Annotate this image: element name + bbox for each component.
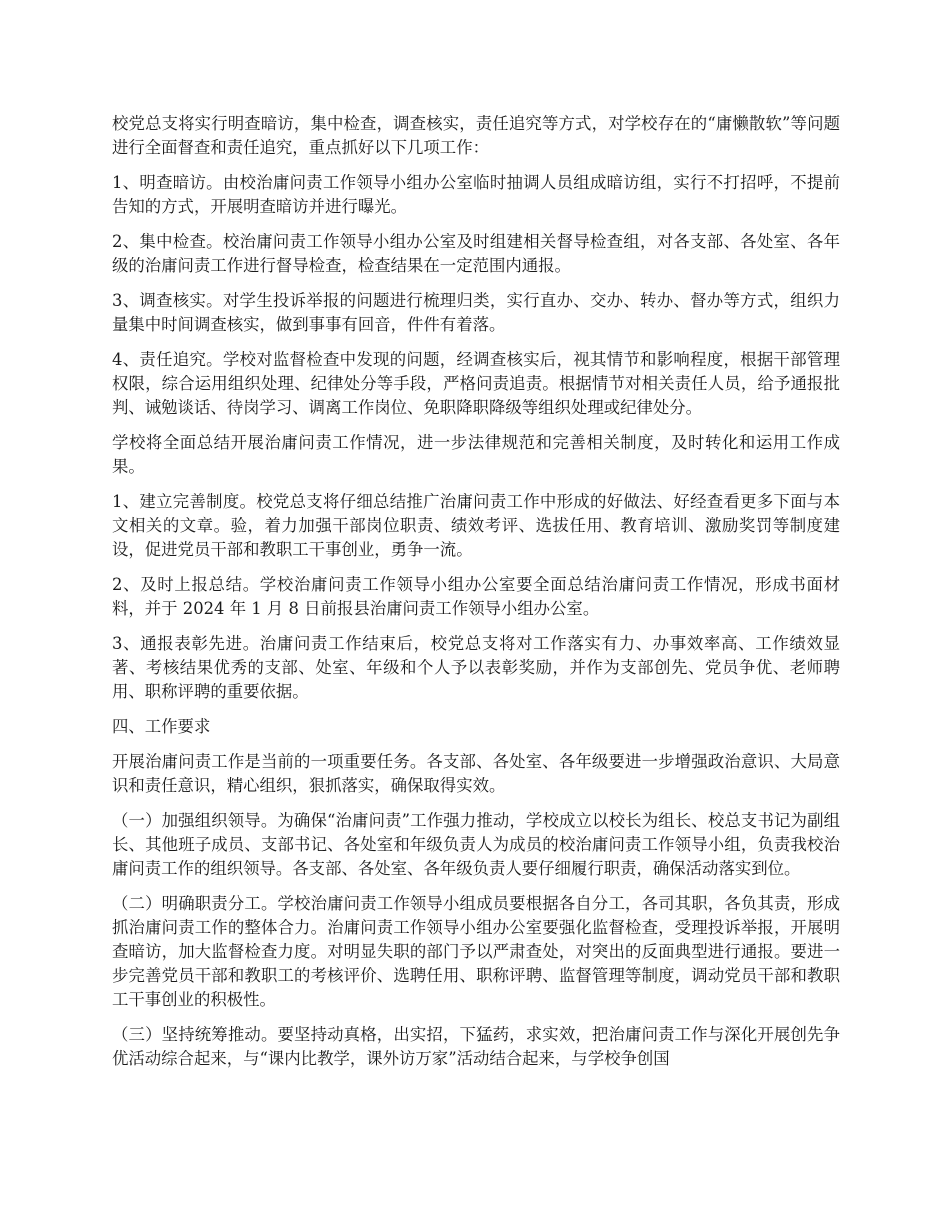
paragraph-intro: 校党总支将实行明查暗访，集中检查，调查核实，责任追究等方式，对学校存在的“庸懒散软”等问题进行全面督查和责任追究，重点抓好以下几项工作： [112, 114, 840, 157]
paragraph-item-report: 2、及时上报总结。学校治庸问责工作领导小组办公室要全面总结治庸问责工作情况，形成书面材料，并于 2024 年 1 月 8 日前报县治庸问责工作领导小组办公室。 [112, 575, 840, 618]
paragraph-requirement-leadership: （一）加强组织领导。为确保“治庸问责”工作强力推动，学校成立以校长为组长、校总支书记为副组长、其他班子成员、支部书记、各处室和年级负责人为成员的校治庸问责工作领导小组，负责我校治庸问责工作的组织领导。各支部、各处室、各年级负责人要仔细履行职责，确保活动落实到位。 [112, 811, 840, 878]
paragraph-requirement-coordination: （三）坚持统筹推动。要坚持动真格，出实招，下猛药，求实效，把治庸问责工作与深化开展创先争优活动综合起来，与“课内比教学，课外访万家”活动结合起来，与学校争创国 [112, 1025, 840, 1068]
section-heading-requirements: 四、工作要求 [112, 717, 211, 736]
paragraph-item-system: 1、建立完善制度。校党总支将仔细总结推广治庸问责工作中形成的好做法、好经查看更多下面与本文相关的文章。验，着力加强干部岗位职责、绩效考评、选拔任用、教育培训、激励奖罚等制度建设，促进党员干部和教职工干事创业，勇争一流。 [112, 492, 840, 559]
paragraph-requirements-intro: 开展治庸问责工作是当前的一项重要任务。各支部、各处室、各年级要进一步增强政治意识、大局意识和责任意识，精心组织，狠抓落实，确保取得实效。 [112, 752, 840, 795]
paragraph-requirement-duties: （二）明确职责分工。学校治庸问责工作领导小组成员要根据各自分工，各司其职，各负其责，形成抓治庸问责工作的整体合力。治庸问责工作领导小组办公室要强化监督检查，受理投诉举报，开展明查暗访，加大监督检查力度。对明显失职的部门予以严肃查处，对突出的反面典型进行通报。要进一步完善党员干部和教职工的考核评价、选聘任用、职称评聘、监督管理等制度，调动党员干部和教职工干事创业的积极性。 [112, 894, 840, 1009]
paragraph-item-accountability: 4、责任追究。学校对监督检查中发现的问题，经调查核实后，视其情节和影响程度，根据干部管理权限，综合运用组织处理、纪律处分等手段，严格问责追责。根据情节对相关责任人员，给予通报批判、诫勉谈话、待岗学习、调离工作岗位、免职降职降级等组织处理或纪律处分。 [112, 350, 840, 417]
document-body [112, 112, 840, 1082]
paragraph-item-commend: 3、通报表彰先进。治庸问责工作结束后，校党总支将对工作落实有力、办事效率高、工作绩效显著、考核结果优秀的支部、处室、年级和个人予以表彰奖励，并作为支部创先、党员争优、老师聘用、职称评聘的重要依据。 [112, 634, 840, 701]
paragraph-summary-intro: 学校将全面总结开展治庸问责工作情况，进一步法律规范和完善相关制度，及时转化和运用工作成果。 [112, 433, 840, 476]
paragraph-item-centralized-check: 2、集中检查。校治庸问责工作领导小组办公室及时组建相关督导检查组，对各支部、各处室、各年级的治庸问责工作进行督导检查，检查结果在一定范围内通报。 [112, 232, 840, 275]
paragraph-item-investigation: 3、调查核实。对学生投诉举报的问题进行梳理归类，实行直办、交办、转办、督办等方式，组织力量集中时间调查核实，做到事事有回音，件件有着落。 [112, 291, 840, 334]
paragraph-item-inspection: 1、明查暗访。由校治庸问责工作领导小组办公室临时抽调人员组成暗访组，实行不打招呼，不提前告知的方式，开展明查暗访并进行曝光。 [112, 173, 840, 216]
